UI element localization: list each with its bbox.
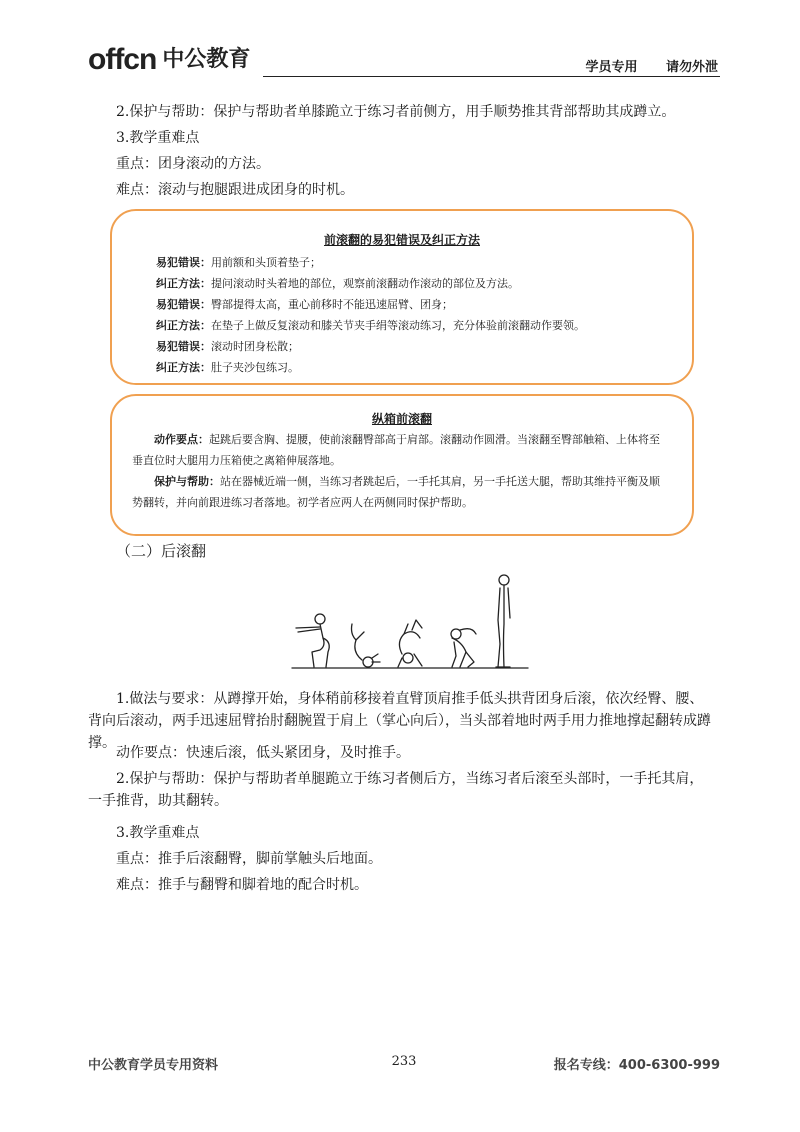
paragraph-protection: 2.保护与帮助：保护与帮助者单膝跪立于练习者前侧方，用手顺势推其背部帮助其成蹲立。 <box>116 104 676 120</box>
inverted-figure-icon <box>398 620 422 667</box>
list-item: 易犯错误：滚动时团身松散； <box>156 340 299 353</box>
common-errors-title: 前滚翻的易犯错误及纠正方法 <box>323 233 480 247</box>
paragraph-key-points-heading: 3.教学重难点 <box>116 130 200 146</box>
list-item: 纠正方法：肚子夹沙包练习。 <box>156 361 299 374</box>
header-rule <box>263 76 720 77</box>
header-tag-exclusive: 学员专用 <box>585 60 638 75</box>
section-heading-backward-roll: （二）后滚翻 <box>116 542 207 560</box>
list-item: 纠正方法：提问滚动时头着地的部位，观察前滚翻动作滚动的部位及方法。 <box>156 277 519 290</box>
footer-left-text: 中公教育学员专用资料 <box>88 1058 219 1073</box>
paragraph-protection-2: 2.保护与帮助：保护与帮助者单腿跪立于练习者侧后方，当练习者后滚至头部时，一手托其肩，一手推背，助其翻转。 <box>88 771 704 809</box>
footer-hotline: 报名专线：400-6300-999 <box>553 1058 720 1073</box>
backward-roll-illustration <box>290 572 530 672</box>
page-number: 233 <box>391 1054 417 1069</box>
common-errors-box <box>110 209 694 385</box>
header-tag-confidential: 请勿外泄 <box>665 60 718 75</box>
paragraph-key-point: 重点：团身滚动的方法。 <box>116 156 270 172</box>
vaulting-key-points: 动作要点：起跳后要含胸、提腰，使前滚翻臀部高于肩部。滚翻动作圆滑。当滚翻至臀部触箱、上体将至垂直位时大腿用力压箱使之离箱伸展落地。 <box>132 433 660 467</box>
paragraph-key-points-heading-2: 3.教学重难点 <box>116 825 200 841</box>
rolling-figure-icon <box>352 624 381 667</box>
offcn-logo <box>88 36 250 80</box>
squat-figure-icon <box>296 614 329 667</box>
vaulting-box-title: 纵箱前滚翻 <box>371 412 432 426</box>
logo-latin-text: offcn <box>88 43 157 76</box>
list-item: 易犯错误：臀部提得太高，重心前移时不能迅速屈臂、团身； <box>156 298 453 311</box>
errors-list <box>156 252 692 378</box>
list-item: 纠正方法：在垫子上做反复滚动和膝关节夹手绢等滚动练习，充分体验前滚翻动作要领。 <box>156 319 585 332</box>
paragraph-difficulty-2: 难点：推手与翻臀和脚着地的配合时机。 <box>116 877 368 893</box>
header-tags <box>571 56 718 75</box>
logo-chinese-text: 中公教育 <box>162 47 251 72</box>
paragraph-method: 1.做法与要求：从蹲撑开始，身体稍前移接着直臂顶肩推手低头拱背团身后滚，依次经臀、腰、背向后滚动，两手迅速屈臂抬肘翻腕置于肩上（掌心向后），当头部着地时两手用力推地撑起翻转成蹲撑。 <box>88 691 711 751</box>
standing-figure-icon <box>496 575 510 667</box>
vaulting-box-content <box>132 429 668 513</box>
paragraph-action-points: 动作要点：快速后滚，低头紧团身，及时推手。 <box>116 745 410 761</box>
page-footer <box>88 1054 720 1074</box>
vaulting-box-roll-box <box>110 394 694 536</box>
paragraph-difficulty: 难点：滚动与抱腿跟进成团身的时机。 <box>116 182 354 198</box>
list-item: 易犯错误：用前额和头顶着垫子； <box>156 256 321 269</box>
crouch-figure-icon <box>451 629 476 667</box>
page-header <box>88 34 720 82</box>
paragraph-key-point-2: 重点：推手后滚翻臀，脚前掌触头后地面。 <box>116 851 382 867</box>
vaulting-protection: 保护与帮助：站在器械近端一侧，当练习者跳起后，一手托其肩，另一手托送大腿，帮助其维持平衡及顺势翻转，并向前跟进练习者落地。初学者应两人在两侧同时保护帮助。 <box>132 475 660 509</box>
